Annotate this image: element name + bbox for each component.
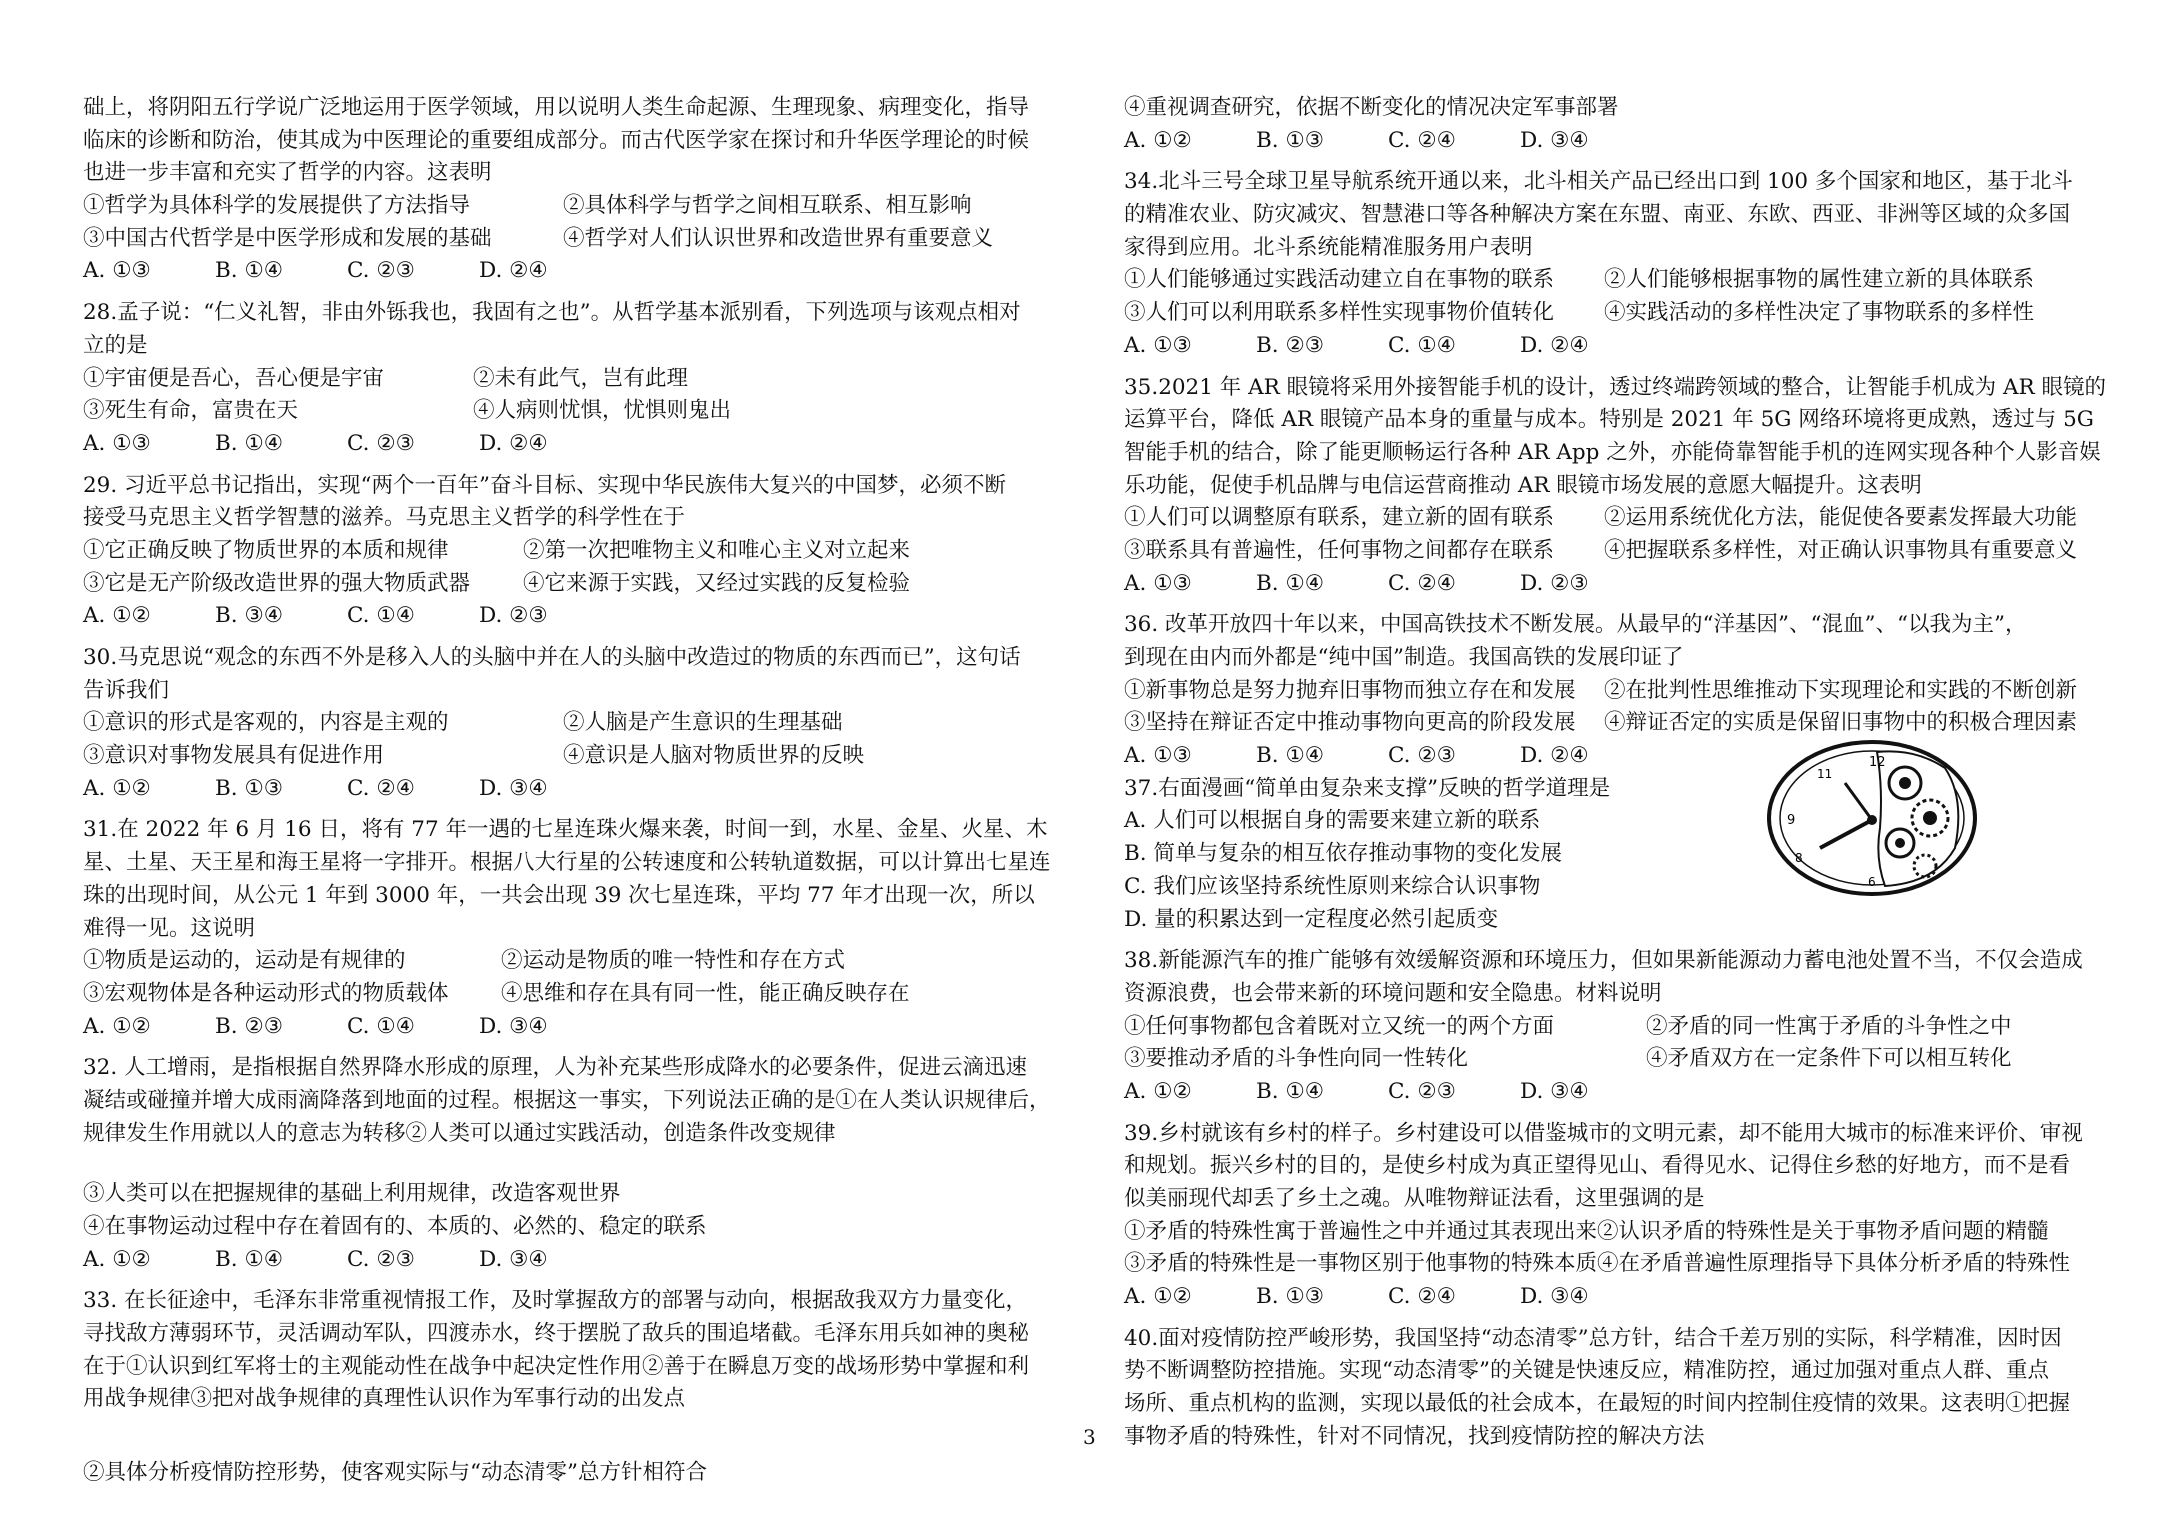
- question-text: 用战争规律③把对战争规律的真理性认识作为军事行动的出发点: [83, 1386, 686, 1412]
- question-text: 37.右面漫画“简单由复杂来支撑”反映的哲学道理是: [1124, 775, 1611, 801]
- option: ④矛盾双方在一定条件下可以相互转化: [1646, 1046, 2012, 1072]
- question-text: 运算平台，降低 AR 眼镜产品本身的重量与成本。特别是 2021 年 5G 网络环境将更成熟，透过与 5G: [1124, 407, 2094, 433]
- option-row: [1124, 707, 2124, 740]
- answer-choice: C. ②③: [347, 430, 415, 456]
- question-text: 和规划。振兴乡村的目的，是使乡村成为真正望得见山、看得见水、记得住乡愁的好地方，而不是看: [1124, 1153, 2071, 1179]
- answer-choice: C. ①④: [347, 1013, 415, 1039]
- question-text: 寻找敌方薄弱环节，灵活调动军队，四渡赤水，终于摆脱了敌兵的围追堵截。毛泽东用兵如神的奥秘: [83, 1321, 1030, 1347]
- answer-choice: D. ③④: [1520, 1284, 1589, 1310]
- question-text: 资源浪费，也会带来新的环境问题和安全隐患。材料说明: [1124, 980, 1662, 1006]
- answer-choice: D. ③④: [479, 1013, 548, 1039]
- option: ②运用系统优化方法，能促使各要素发挥最大功能: [1604, 505, 2078, 531]
- answer-row: [1124, 330, 2124, 363]
- question-text: 在于①认识到红军将士的主观能动性在战争中起决定性作用②善于在瞬息万变的战场形势中掌握和利: [83, 1353, 1030, 1379]
- option: ②具体科学与哲学之间相互联系、相互影响: [563, 193, 972, 219]
- option-row: [83, 945, 1083, 978]
- option: ③要推动矛盾的斗争性向同一性转化: [1124, 1046, 1469, 1072]
- option: ①矛盾的特殊性寓于普遍性之中并通过其表现出来②认识矛盾的特殊性是关于事物矛盾问题的精髓: [1124, 1218, 2049, 1244]
- question-text: 家得到应用。北斗系统能精准服务用户表明: [1124, 234, 1533, 260]
- option: ①新事物总是努力抛弃旧事物而独立存在和发展: [1124, 677, 1576, 703]
- answer-choice: D. ②④: [1520, 332, 1589, 358]
- answer-choice: C. ①④: [347, 603, 415, 629]
- answer-choice: D. ③④: [1520, 1078, 1589, 1104]
- question-text: 似美丽现代却丢了乡土之魂。从唯物辩证法看，这里强调的是: [1124, 1186, 1705, 1211]
- question-text: 场所、重点机构的监测，实现以最低的社会成本，在最短的时间内控制住疫情的效果。这表明①把握: [1124, 1391, 2071, 1417]
- answer-choice: D. ②④: [479, 258, 548, 284]
- answer-choice: B. ②③: [215, 1013, 284, 1039]
- question-text: 星、土星、天王星和海王星将一字排开。根据八大行星的公转速度和公转轨道数据，可以计算出七星连: [83, 850, 1051, 876]
- question-text: 28.孟子说：“仁义礼智，非由外铄我也，我固有之也”。从哲学基本派别看，下列选项与该观点相对: [83, 300, 1021, 326]
- clock-cartoon-image: [1765, 738, 1980, 898]
- question-text: 32. 人工增雨，是指根据自然界降水形成的原理，人为补充某些形成降水的必要条件，促进云滴迅速: [83, 1055, 1028, 1081]
- question-text: 难得一见。这说明: [83, 915, 256, 941]
- option: ②第一次把唯物主义和唯心主义对立起来: [523, 537, 911, 563]
- question-text: 35.2021 年 AR 眼镜将采用外接智能手机的设计，透过终端跨领域的整合，让智能手机成为 AR 眼镜的: [1124, 374, 2107, 400]
- svg-text:9: 9: [1787, 813, 1796, 828]
- question-text: 事物矛盾的特殊性，针对不同情况，找到疫情防控的解决方法: [1124, 1423, 1705, 1449]
- option: ①意识的形式是客观的，内容是主观的: [83, 710, 449, 736]
- answer-choice: A. ①②: [1124, 1284, 1192, 1310]
- option: ③意识对事物发展具有促进作用: [83, 743, 385, 769]
- text-line: 础上，将阴阳五行学说广泛地运用于医学领域，用以说明人类生命起源、生理现象、病理变化，指导: [83, 95, 1030, 120]
- answer-choice: C. ②④: [1388, 570, 1456, 596]
- answer-choice: A. ①③: [1124, 332, 1192, 358]
- option-row: [83, 535, 1083, 568]
- answer-row: [1124, 1076, 2124, 1109]
- answer-choice: A. ①③: [83, 258, 151, 284]
- option: ④把握联系多样性，对正确认识事物具有重要意义: [1604, 537, 2078, 563]
- answer-choice: B. ①④: [215, 430, 284, 456]
- option-row: [1124, 297, 2124, 330]
- answer-choice: A. ①③: [1124, 743, 1192, 769]
- svg-text:12: 12: [1869, 755, 1886, 770]
- option: ②在批判性思维推动下实现理论和实践的不断创新: [1604, 677, 2078, 703]
- option: ④重视调查研究，依据不断变化的情况决定军事部署: [1124, 95, 1619, 120]
- answer-choice: B. ①④: [1256, 570, 1325, 596]
- left-column: [83, 92, 1083, 1416]
- answer-choice: A. ①②: [1124, 1078, 1192, 1104]
- option: ③宏观物体是各种运动形式的物质载体: [83, 980, 449, 1006]
- answer-choice: C. ②③: [347, 258, 415, 284]
- answer-choice: D. ②③: [479, 603, 548, 629]
- question-text: 39.乡村就该有乡村的样子。乡村建设可以借鉴城市的文明元素，却不能用大城市的标准来评价、审视: [1124, 1120, 2083, 1146]
- answer-choice: C. ②③: [1388, 743, 1456, 769]
- option: ③中国古代哲学是中医学形成和发展的基础: [83, 225, 492, 251]
- question-text: 凝结或碰撞并增大成雨滴降落到地面的过程。根据这一事实，下列说法正确的是①在人类认识规律后，: [83, 1087, 1051, 1113]
- option: ③人类可以在把握规律的基础上利用规律，改造客观世界: [83, 1181, 621, 1207]
- option: D. 量的积累达到一定程度必然引起质变: [1124, 906, 1499, 932]
- option: ②人脑是产生意识的生理基础: [563, 710, 843, 736]
- option: ③联系具有普遍性，任何事物之间都存在联系: [1124, 537, 1555, 563]
- answer-row: [83, 773, 1083, 806]
- question-text: 40.面对疫情防控严峻形势，我国坚持“动态清零”总方针，结合千差万别的实际，科学精准，因时因: [1124, 1325, 2062, 1351]
- answer-choice: D. ③④: [479, 775, 548, 801]
- answer-choice: C. ②③: [1388, 1078, 1456, 1104]
- option-row: [1124, 535, 2124, 568]
- option: ④辩证否定的实质是保留旧事物中的积极合理因素: [1604, 710, 2078, 736]
- answer-choice: D. ②④: [1520, 743, 1589, 769]
- svg-text:8: 8: [1795, 851, 1803, 865]
- question-text: 智能手机的结合，除了能更顺畅运行各种 AR App 之外，亦能倚靠智能手机的连网实现各种个人影音娱: [1124, 439, 2101, 465]
- option: ④人病则忧惧，忧惧则鬼出: [473, 398, 732, 424]
- answer-choice: A. ①②: [1124, 127, 1192, 153]
- answer-choice: A. ①②: [83, 1013, 151, 1039]
- option: ①它正确反映了物质世界的本质和规律: [83, 537, 449, 563]
- question-text: 38.新能源汽车的推广能够有效缓解资源和环境压力，但如果新能源动力蓄电池处置不当，不仅会造成: [1124, 948, 2083, 974]
- option: ①任何事物都包含着既对立又统一的两个方面: [1124, 1013, 1555, 1039]
- answer-row: [83, 255, 1083, 288]
- option-row: [83, 740, 1083, 773]
- question-text: 33. 在长征途中，毛泽东非常重视情报工作，及时掌握敌方的部署与动向，根据敌我双方力量变化，: [83, 1288, 1028, 1314]
- answer-choice: D. ②③: [1520, 570, 1589, 596]
- answer-row: [83, 428, 1083, 461]
- option-row: [1124, 264, 2124, 297]
- option: ②人们能够根据事物的属性建立新的具体联系: [1604, 267, 2035, 293]
- answer-choice: B. ①③: [1256, 127, 1325, 153]
- answer-choice: B. ①④: [215, 1246, 284, 1272]
- option: A. 人们可以根据自身的需要来建立新的联系: [1124, 808, 1541, 834]
- answer-row: [83, 1011, 1083, 1044]
- question-text: 规律发生作用就以人的意志为转移②人类可以通过实践活动，创造条件改变规律: [83, 1120, 836, 1146]
- option-row: [1124, 502, 2124, 535]
- question-text: 立的是: [83, 332, 148, 358]
- option-row: [83, 190, 1083, 223]
- option-row: [1124, 1043, 2124, 1076]
- answer-choice: C. ②④: [1388, 1284, 1456, 1310]
- text-line: 临床的诊断和防治，使其成为中医理论的重要组成部分。而古代医学家在探讨和升华医学理论的时候: [83, 127, 1030, 153]
- text-line: 也进一步丰富和充实了哲学的内容。这表明: [83, 160, 492, 186]
- option: ②未有此气，岂有此理: [473, 365, 689, 391]
- option: ③它是无产阶级改造世界的强大物质武器: [83, 570, 471, 596]
- option-row: [83, 568, 1083, 601]
- answer-choice: A. ①③: [83, 430, 151, 456]
- answer-choice: B. ①④: [215, 258, 284, 284]
- answer-choice: B. ①④: [1256, 1078, 1325, 1104]
- footer-line: ②具体分析疫情防控形势，使客观实际与“动态清零”总方针相符合: [83, 1460, 707, 1485]
- option: ②矛盾的同一性寓于矛盾的斗争性之中: [1646, 1013, 2012, 1039]
- answer-choice: C. ①④: [1388, 332, 1456, 358]
- answer-choice: D. ③④: [1520, 127, 1589, 153]
- option: ④实践活动的多样性决定了事物联系的多样性: [1604, 300, 2035, 326]
- answer-choice: D. ②④: [479, 430, 548, 456]
- answer-row: [1124, 568, 2124, 601]
- option: ①物质是运动的，运动是有规律的: [83, 948, 406, 974]
- option: C. 我们应该坚持系统性原则来综合认识事物: [1124, 873, 1541, 899]
- question-text: 到现在由内而外都是“纯中国”制造。我国高铁的发展印证了: [1124, 645, 1684, 670]
- answer-choice: D. ③④: [479, 1246, 548, 1272]
- option: ①哲学为具体科学的发展提供了方法指导: [83, 193, 471, 219]
- option-row: [83, 363, 1083, 396]
- option: ④意识是人脑对物质世界的反映: [563, 743, 865, 769]
- option: ③矛盾的特殊性是一事物区别于他事物的特殊本质④在矛盾普遍性原理指导下具体分析矛盾的特殊性: [1124, 1251, 2071, 1277]
- question-text: 势不断调整防控措施。实现“动态清零”的关键是快速反应，精准防控，通过加强对重点人群、重点: [1124, 1358, 2049, 1384]
- page-number: 3: [1083, 1425, 1096, 1449]
- answer-row: [83, 600, 1083, 633]
- svg-text:11: 11: [1817, 767, 1833, 781]
- question-text: 34.北斗三号全球卫星导航系统开通以来，北斗相关产品已经出口到 100 多个国家和地区，基于北斗: [1124, 169, 2073, 195]
- answer-choice: B. ②③: [1256, 332, 1325, 358]
- answer-choice: A. ①②: [83, 775, 151, 801]
- option: ③死生有命，富贵在天: [83, 398, 299, 424]
- svg-text:6: 6: [1868, 875, 1876, 889]
- option-row: [83, 223, 1083, 256]
- option: ④在事物运动过程中存在着固有的、本质的、必然的、稳定的联系: [83, 1214, 707, 1239]
- answer-choice: A. ①③: [1124, 570, 1192, 596]
- question-text: 珠的出现时间，从公元 1 年到 3000 年，一共会出现 39 次七星连珠，平均 77 年才出现一次，所以: [83, 882, 1035, 908]
- question-text: 接受马克思主义哲学智慧的滋养。马克思主义哲学的科学性在于: [83, 505, 686, 531]
- option-row: [83, 395, 1083, 428]
- question-text: 36. 改革开放四十年以来，中国高铁技术不断发展。从最早的“洋基因”、“混血”、“以我为主”，: [1124, 612, 2027, 638]
- answer-choice: A. ①②: [83, 1246, 151, 1272]
- question-text: 乐功能，促使手机品牌与电信运营商推动 AR 眼镜市场发展的意愿大幅提升。这表明: [1124, 472, 1922, 498]
- answer-choice: C. ②④: [347, 775, 415, 801]
- question-text: 29. 习近平总书记指出，实现“两个一百年”奋斗目标、实现中华民族伟大复兴的中国梦，必须不断: [83, 472, 1007, 498]
- question-text: 的精准农业、防灾减灾、智慧港口等各种解决方案在东盟、南亚、东欧、西亚、非洲等区域的众多国: [1124, 202, 2071, 228]
- option: ③人们可以利用联系多样性实现事物价值转化: [1124, 300, 1555, 326]
- option: ③坚持在辩证否定中推动事物向更高的阶段发展: [1124, 710, 1576, 736]
- answer-row: [83, 1244, 1083, 1277]
- option-row: [83, 707, 1083, 740]
- answer-choice: C. ②④: [1388, 127, 1456, 153]
- option: ①人们可以调整原有联系，建立新的固有联系: [1124, 505, 1555, 531]
- option-row: [83, 978, 1083, 1011]
- answer-choice: B. ①③: [1256, 1284, 1325, 1310]
- option: ①人们能够通过实践活动建立自在事物的联系: [1124, 267, 1555, 293]
- option: ①宇宙便是吾心，吾心便是宇宙: [83, 365, 385, 391]
- answer-choice: B. ③④: [215, 603, 284, 629]
- option-row: [1124, 675, 2124, 708]
- option: B. 简单与复杂的相互依存推动事物的变化发展: [1124, 841, 1562, 867]
- question-text: 告诉我们: [83, 677, 170, 703]
- answer-choice: C. ②③: [347, 1246, 415, 1272]
- option: ②运动是物质的唯一特性和存在方式: [501, 948, 846, 974]
- option: ④思维和存在具有同一性，能正确反映存在: [501, 980, 910, 1006]
- answer-row: [1124, 125, 2124, 158]
- option: ④哲学对人们认识世界和改造世界有重要意义: [563, 225, 994, 251]
- option: ④它来源于实践，又经过实践的反复检验: [523, 570, 911, 596]
- answer-row: [1124, 1281, 2124, 1314]
- answer-choice: A. ①②: [83, 603, 151, 629]
- question-text: 30.马克思说“观念的东西不外是移入人的头脑中并在人的头脑中改造过的物质的东西而已”，这句话: [83, 645, 1021, 670]
- option-row: [1124, 1011, 2124, 1044]
- answer-choice: B. ①③: [215, 775, 284, 801]
- answer-choice: B. ①④: [1256, 743, 1325, 769]
- question-text: 31.在 2022 年 6 月 16 日，将有 77 年一遇的七星连珠火爆来袭，时间一到，水星、金星、火星、木: [83, 817, 1048, 843]
